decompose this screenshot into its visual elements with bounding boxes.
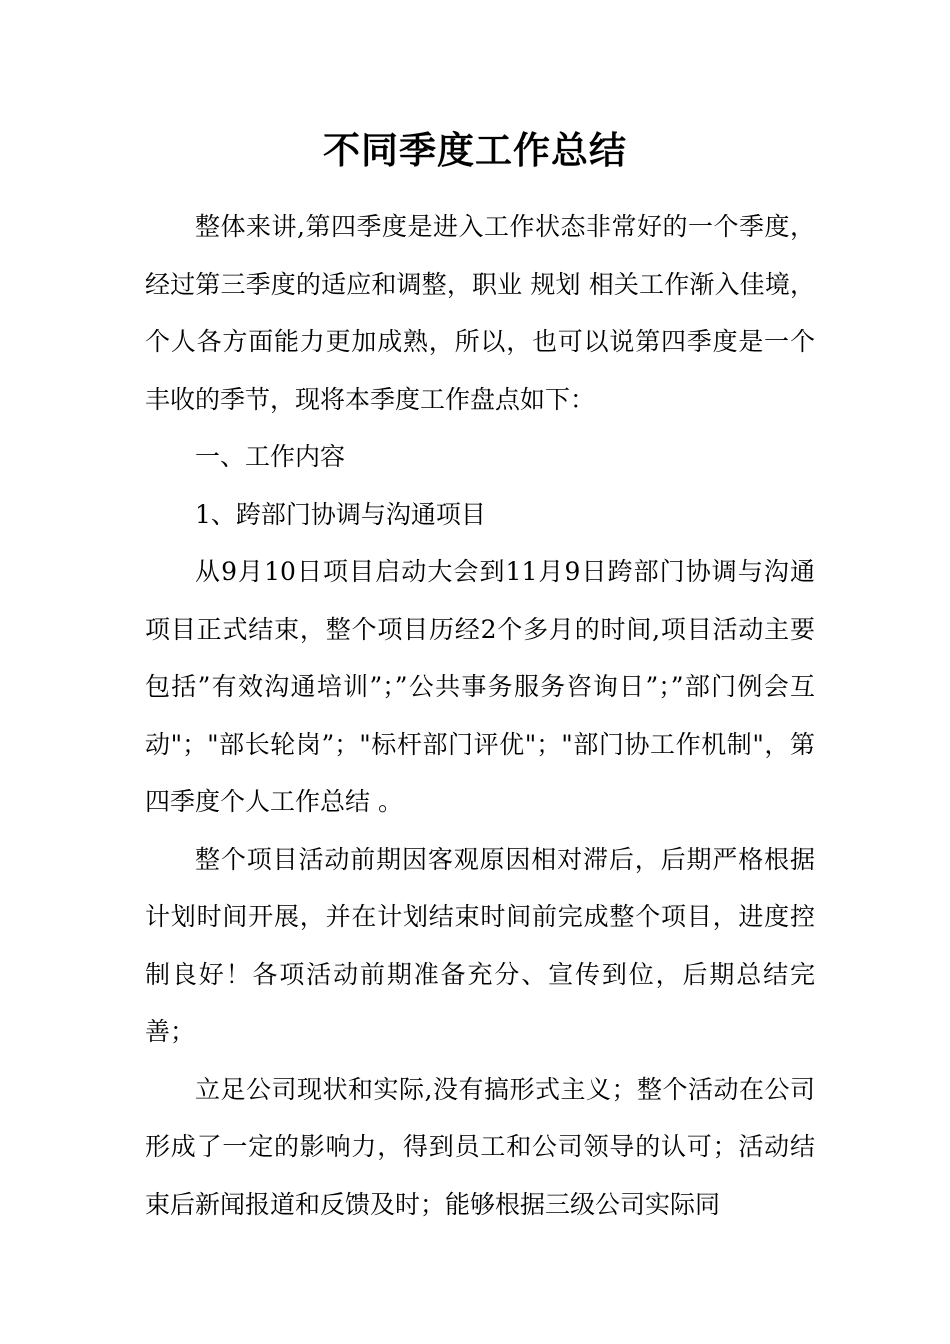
paragraph-progress: 整个项目活动前期因客观原因相对滞后，后期严格根据计划时间开展，并在计划结束时间前完成整个项目，进度控制良好！各项活动前期准备充分、宣传到位，后期总结完善； xyxy=(145,844,815,1046)
document-title: 不同季度工作总结 xyxy=(323,129,627,172)
paragraph-impact: 立足公司现状和实际,没有搞形式主义；整个活动在公司形成了一定的影响力，得到员工和公司领导的认可；活动结束后新闻报道和反馈及时；能够根据三级公司实际同 xyxy=(145,1074,815,1219)
paragraph-project-summary: 从9月10日项目启动大会到11月9日跨部门协调与沟通项目正式结束，整个项目历经2个多月的时间,项目活动主要包括”有效沟通培训”；”公共事务服务咨询日”；”部门例会互动"；"部长轮岗”；"标杆部门评优"；"部门协工作机制"，第四季度个人工作总结 。 xyxy=(145,557,815,816)
document-body xyxy=(145,198,815,1233)
section-heading: 一、工作内容 xyxy=(195,442,346,471)
paragraph-intro: 整体来讲,第四季度是进入工作状态非常好的一个季度，经过第三季度的适应和调整，职业 规划 相关工作渐入佳境，个人各方面能力更加成熟，所以，也可以说第四季度是一个丰收的季节，现将本季度工作盘点如下： xyxy=(145,212,815,414)
subsection-heading: 1、跨部门协调与沟通项目 xyxy=(195,499,486,529)
